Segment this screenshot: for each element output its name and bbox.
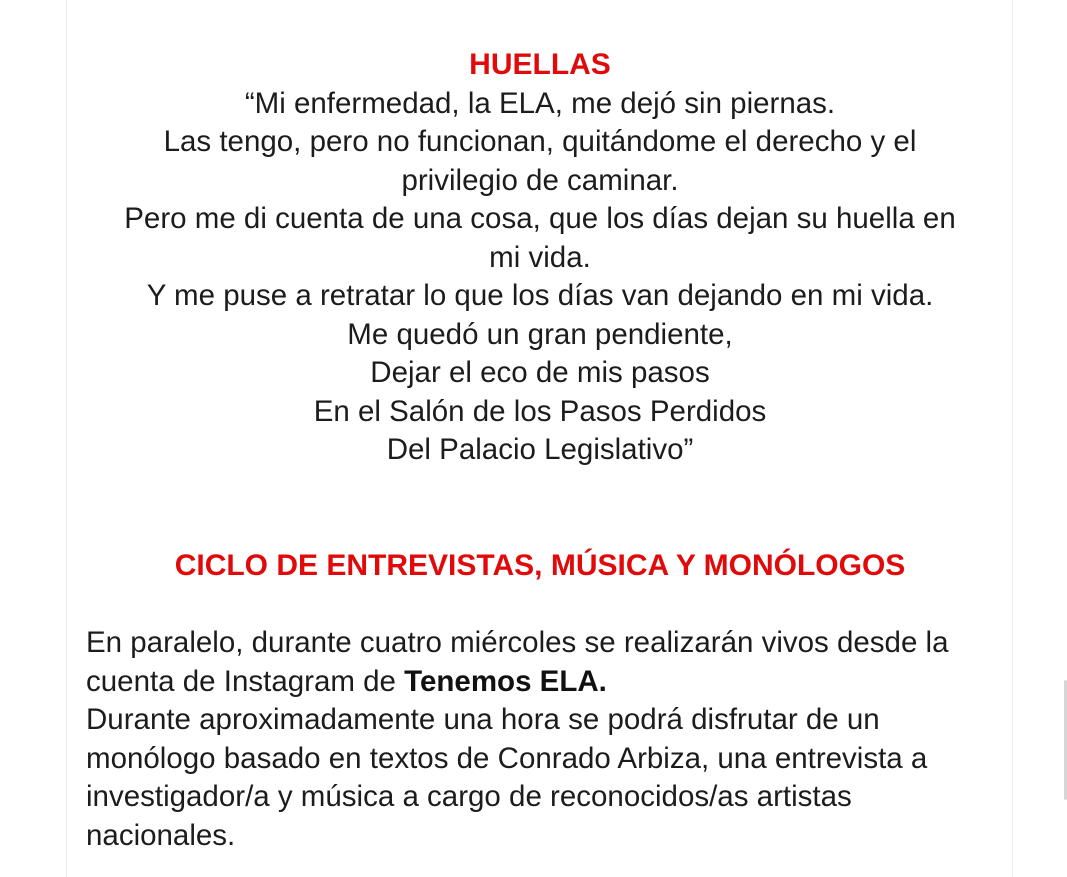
ciclo-paragraph-1: [86, 624, 994, 701]
poem-line: Y me puse a retratar lo que los días van dejando en mi vida.: [146, 279, 934, 312]
poem-line: Las tengo, pero no funcionan, quitándome el derecho y el: [163, 125, 917, 158]
ciclo-paragraph-2: Durante aproximadamente una hora se podrá disfrutar de un monólogo basado en textos de Conrado Arbiza, una entrevista a investigador/a y música a cargo de reconocidos/as artistas nacionales.: [86, 703, 928, 852]
huellas-poem: [86, 85, 994, 470]
tenemos-ela-name: Tenemos ELA.: [404, 664, 607, 698]
poem-line: mi vida.: [489, 240, 591, 274]
ciclo-description: [86, 624, 994, 855]
poem-line: Del Palacio Legislativo”: [386, 433, 694, 466]
poem-line: En el Salón de los Pasos Perdidos: [313, 394, 767, 428]
title-spacer: [86, 585, 994, 624]
ciclo-paragraph-1-text: En paralelo, durante cuatro miércoles se realizarán vivos desde la cuenta de Instagram de: [86, 626, 949, 698]
section-spacer: [86, 470, 994, 547]
poem-line: Me quedó un gran pendiente,: [347, 317, 733, 351]
poem-line: privilegio de caminar.: [401, 163, 679, 197]
poem-line: “Mi enfermedad, la ELA, me dejó sin piernas.: [244, 86, 836, 120]
article-body: [86, 46, 994, 855]
poem-line: Pero me di cuenta de una cosa, que los días dejan su huella en: [124, 202, 956, 235]
huellas-title: HUELLAS: [469, 48, 611, 81]
poem-line: Dejar el eco de mis pasos: [370, 356, 710, 389]
ciclo-title: CICLO DE ENTREVISTAS, MÚSICA Y MONÓLOGOS: [174, 548, 906, 582]
